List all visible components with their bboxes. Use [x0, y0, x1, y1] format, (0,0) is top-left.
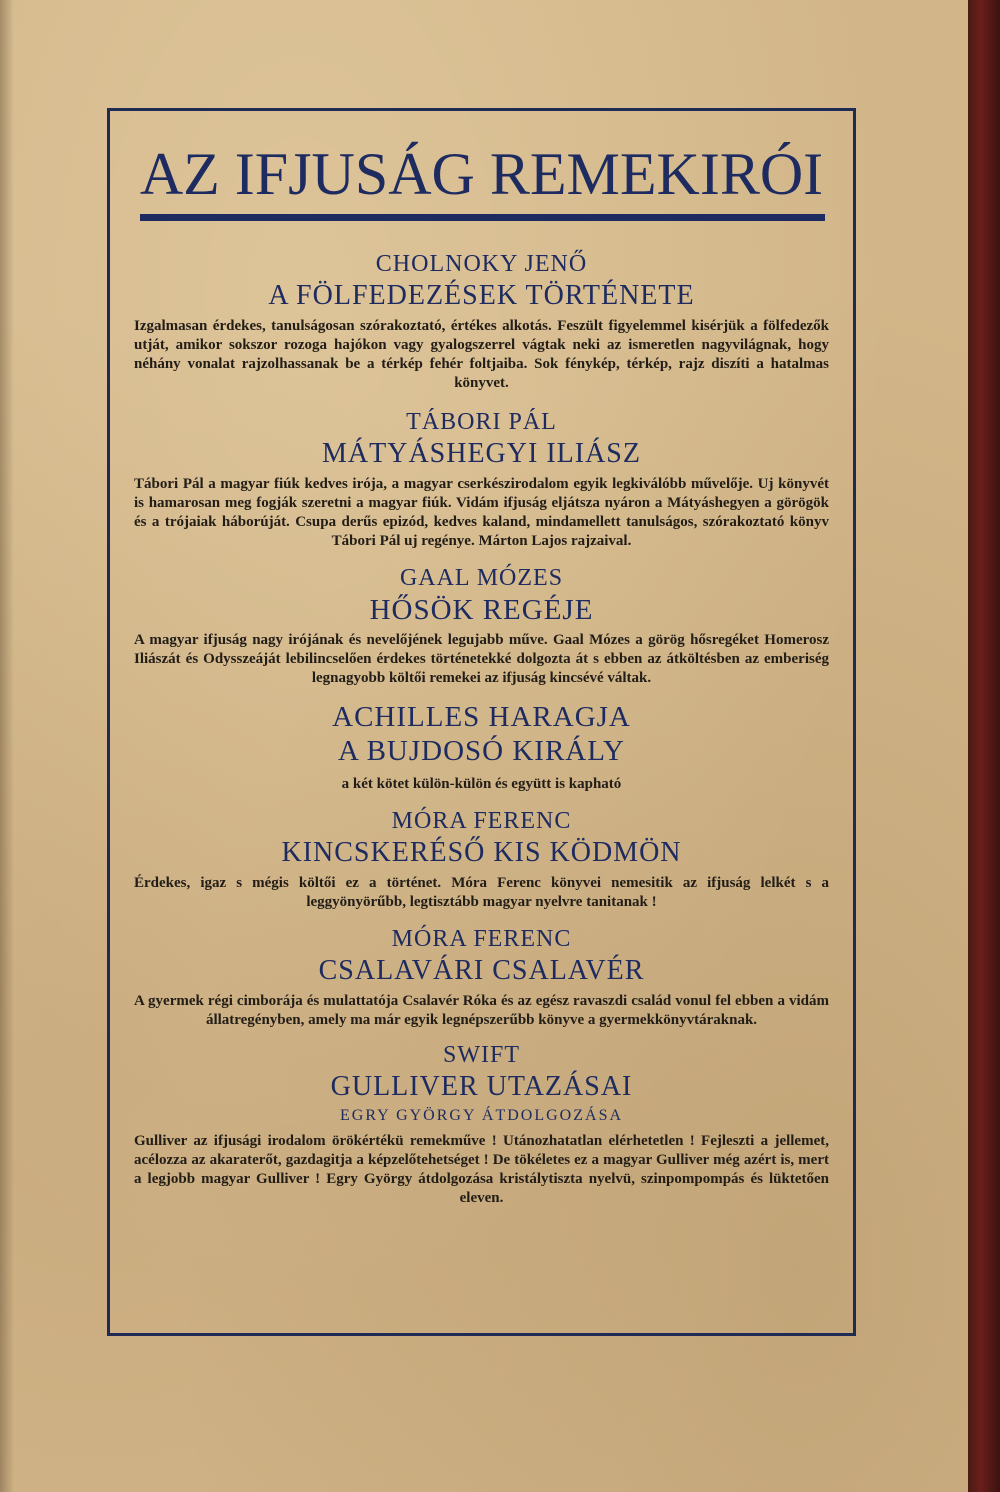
book-entry-mora-csalaver: [134, 924, 829, 1030]
book-title-second: A BUJDOSÓ KIRÁLY: [337, 735, 625, 767]
book-entry-tabori: [134, 407, 829, 551]
book-title: GULLIVER UTAZÁSAI: [330, 1071, 633, 1102]
book-author: CHOLNOKY JENŐ: [375, 251, 588, 277]
book-description: Izgalmasan érdekes, tanulságosan szórakoztató, értékes alkotás. Feszült figyelemmel kisérjük a fölfedezők utját, amikor sokszor rozoga hajókon vagy gyalogszerrel vágtak neki az ismeretlen nagyvilágnak, hogy néhány vonalat rajzolhassanak be a térkép fehér foltjaiba. Sok fénykép, térkép, rajz diszíti a hatalmas könyvet.: [134, 318, 829, 391]
book-title: ACHILLES HARAGJA: [332, 701, 631, 733]
book-author: TÁBORI PÁL: [406, 409, 557, 435]
book-description: A gyermek régi cimborája és mulattatója Csalavér Róka és az egész ravaszdi család vonul fel ebben a vidám állatregényben, amely ma már egyik legnépszerűbb könyve a gyermekkönyvtáraknak.: [134, 993, 829, 1028]
book-title: A FÖLFEDEZÉSEK TÖRTÉNETE: [268, 280, 695, 311]
book-entry-cholnoky: [134, 249, 829, 393]
book-subtitle: EGRY GYÖRGY ÁTDOLGOZÁSA: [339, 1107, 624, 1124]
series-title: AZ IFJUSÁG REMEKIRÓI: [139, 141, 824, 207]
book-author: MÓRA FERENC: [391, 808, 572, 834]
book-description: Érdekes, igaz s mégis költői ez a történet. Móra Ferenc könyvei nemesitik az ifjuság lelkét s a leggyönyörűbb, legtisztább magyar nyelvre tanitanak !: [134, 875, 829, 910]
book-spine: [968, 0, 1000, 1492]
book-author: SWIFT: [443, 1042, 520, 1068]
title-rule: [140, 214, 825, 221]
book-entry-gaal: [134, 563, 829, 688]
book-author: GAAL MÓZES: [399, 565, 564, 591]
book-title: CSALAVÁRI CSALAVÉR: [318, 955, 645, 986]
book-title: HŐSÖK REGÉJE: [369, 594, 594, 626]
book-description: A magyar ifjuság nagy irójának és nevelőjének legujabb műve. Gaal Mózes a görög hősregéket Homerosz Iliászát és Odysszeáját lebilincselően érdekes történetekké dolgozta át s ebben az átköltésben az emberiség legnagyobb költői remekei az ifjuság kincsévé váltak.: [134, 632, 829, 686]
book-entry-achilles: [134, 700, 829, 794]
book-description: Gulliver az ifjusági irodalom örökértékü remekműve ! Utánozhatatlan elérhetetlen ! Fejleszti a jellemet, acélozza az akaraterőt, gazdagitja a képzelőtehetséget ! De tökéletes ez a magyar Gulliver még azért is, mert a legjobb magyar Gulliver ! Egry György átdolgozása kristálytiszta nyelvü, szinpompompás és lüktetően eleven.: [134, 1133, 829, 1206]
cover-edge-shadow: [0, 0, 14, 1492]
book-title: MÁTYÁSHEGYI ILIÁSZ: [322, 438, 641, 469]
book-title: KINCSKERÉSŐ KIS KÖDMÖN: [281, 837, 682, 868]
book-entry-swift: [134, 1040, 829, 1208]
book-note: a két kötet külön-külön és együtt is kapható: [341, 776, 622, 792]
book-description: Tábori Pál a magyar fiúk kedves irója, a magyar cserkészirodalom egyik legkiválóbb művelője. Uj könyvét is hamarosan meg fogják szeretni a magyar fiúk. Vidám ifjuság eljátsza nyáron a Mátyáshegyen a görögök és a trójaiak háborúját. Csupa derűs epizód, kedves kaland, mindamellett tanulságos, szórakoztató könyv Tábori Pál uj regénye. Márton Lajos rajzaival.: [134, 476, 829, 549]
book-list: [134, 249, 829, 1208]
book-entry-mora-kodmon: [134, 806, 829, 912]
advertisement-frame: [107, 108, 856, 1336]
book-author: MÓRA FERENC: [391, 926, 572, 952]
